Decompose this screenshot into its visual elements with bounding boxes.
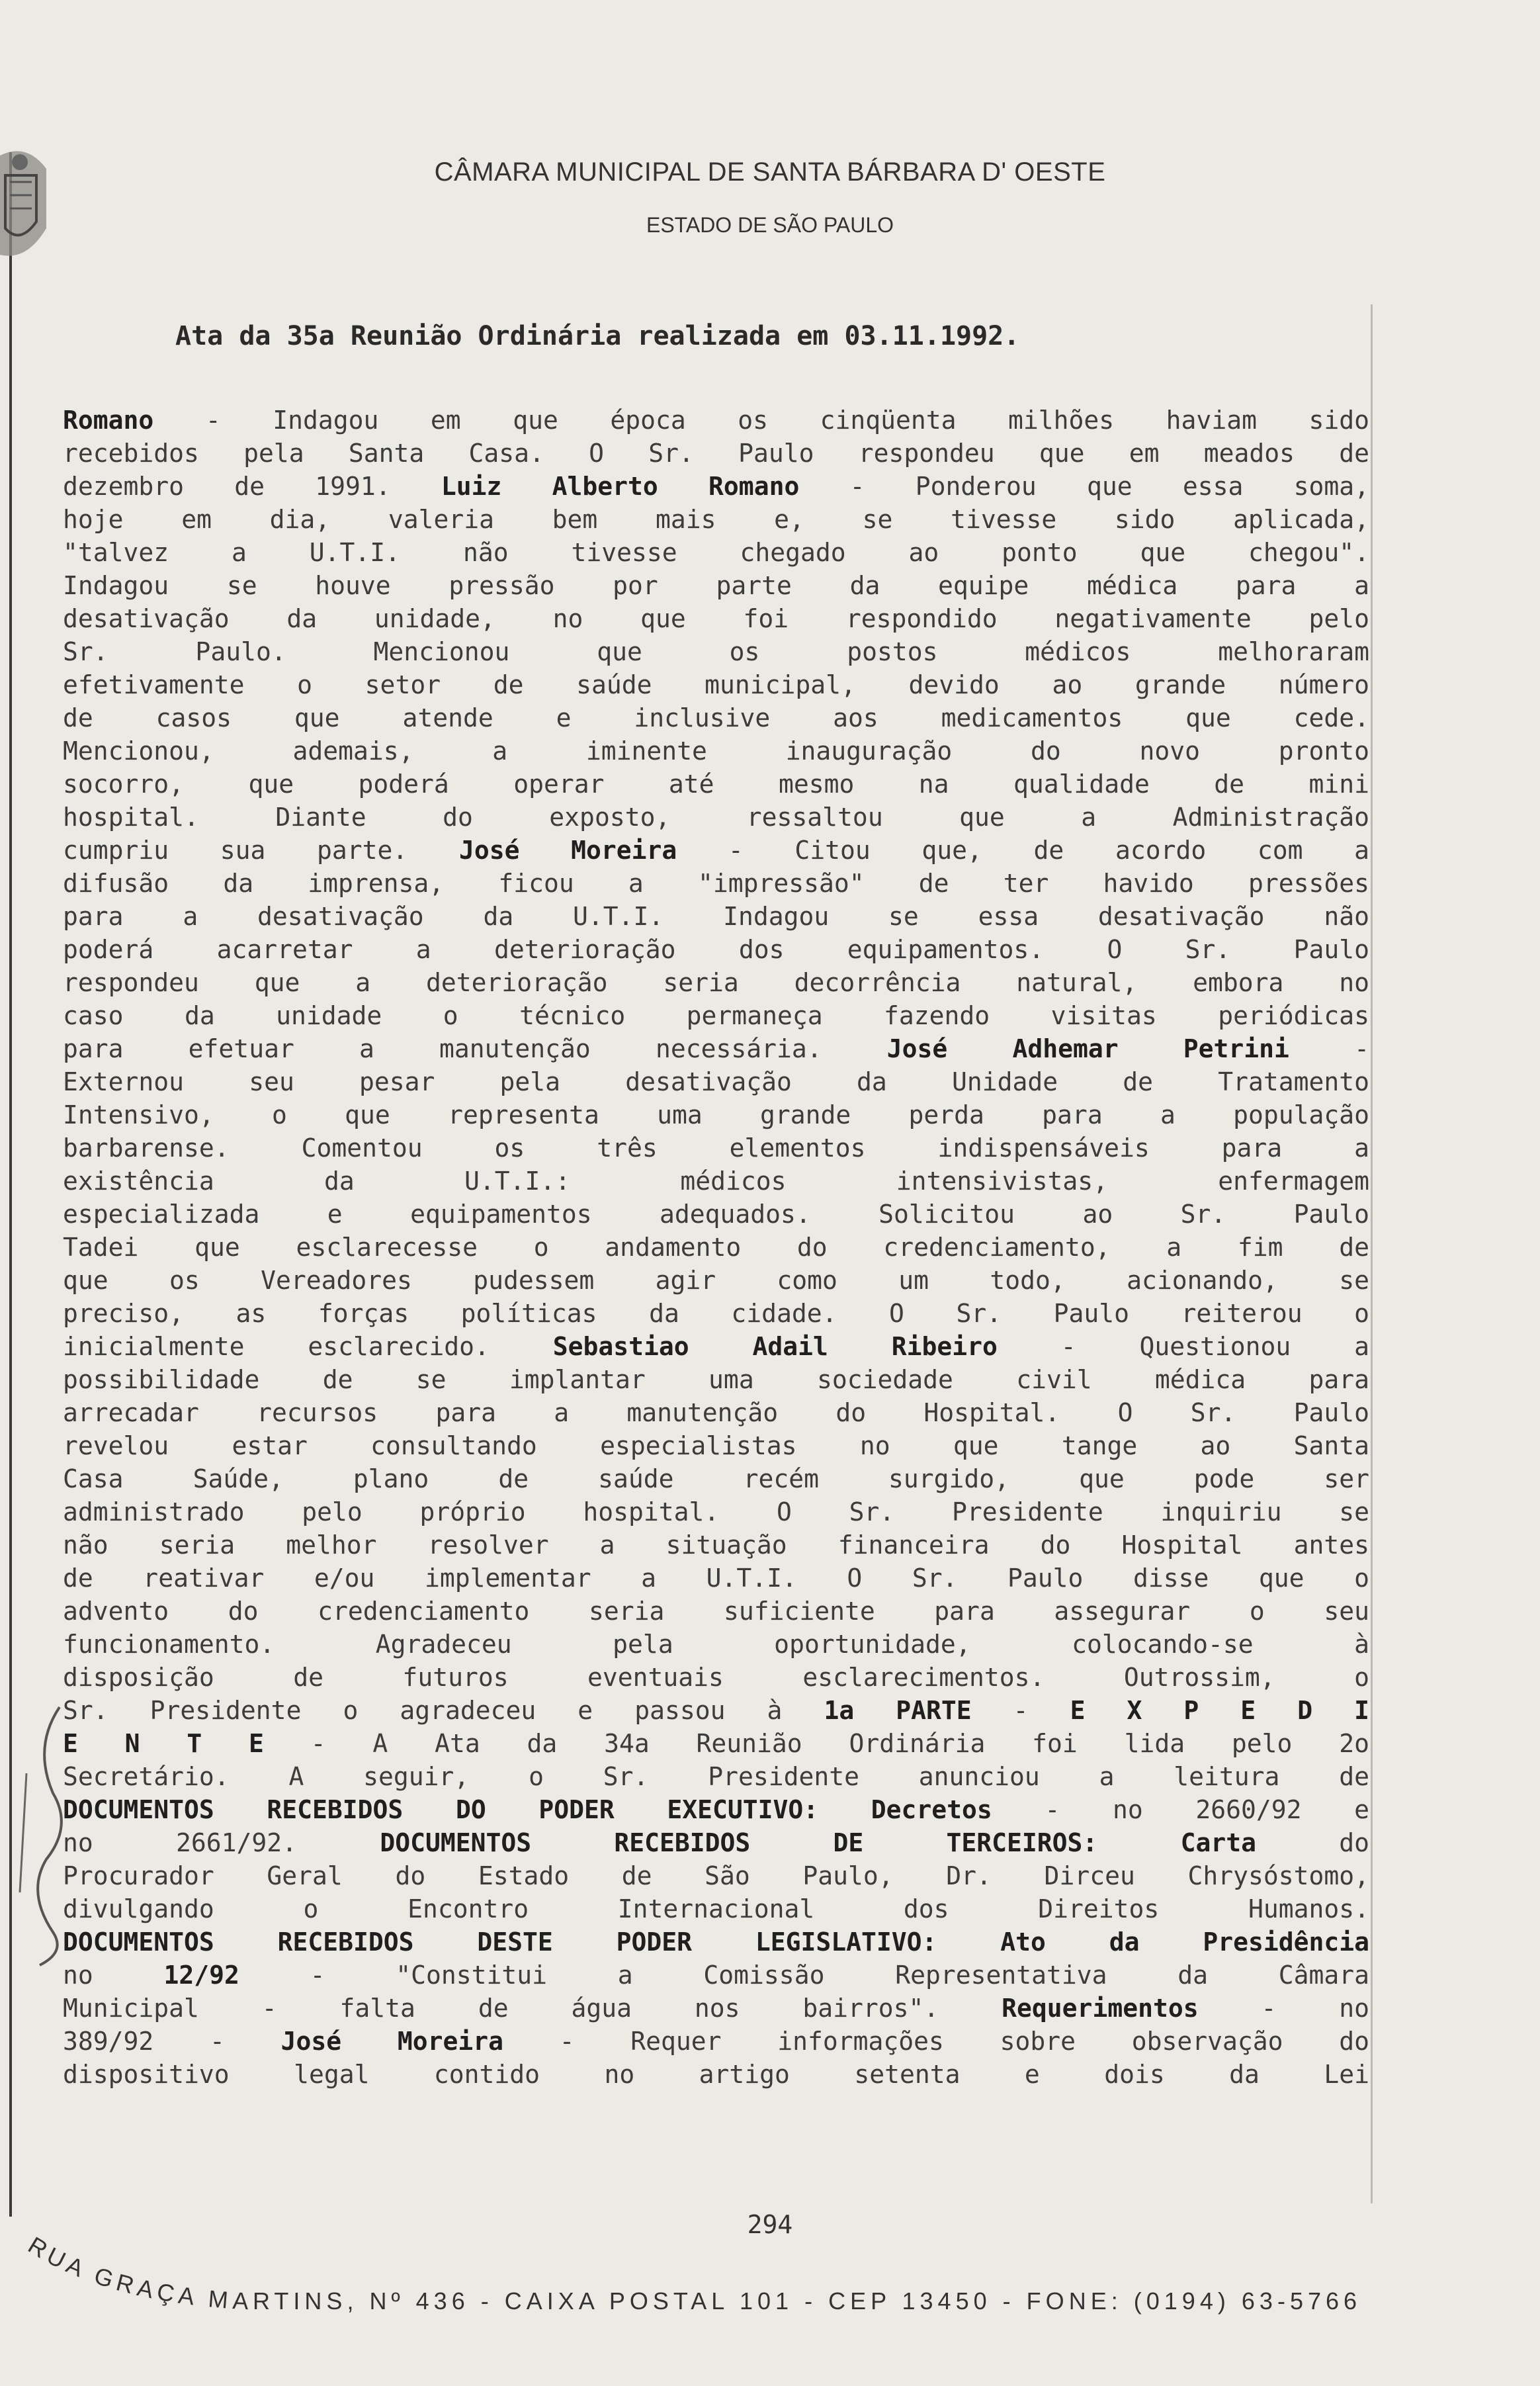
municipal-crest-icon [0, 129, 53, 281]
body-line: Sr. Paulo. Mencionou que os postos médicos melhoraram [63, 637, 1369, 666]
body-line: de reativar e/ou implementar a U.T.I. O Sr. Paulo disse que o [63, 1564, 1369, 1593]
right-margin-rule [1371, 304, 1373, 2203]
body-line: desativação da unidade, no que foi respondido negativamente pelo [63, 604, 1369, 633]
institution-name: CÂMARA MUNICIPAL DE SANTA BÁRBARA D' OESTE [434, 157, 1106, 187]
body-line: difusão da imprensa, ficou a "impressão" de ter havido pressões [63, 869, 1369, 898]
body-line: Indagou se houve pressão por parte da equipe médica para a [63, 571, 1369, 600]
handwritten-margin-mark [13, 1694, 93, 1972]
body-line: socorro, que poderá operar até mesmo na qualidade de mini [63, 770, 1369, 799]
left-margin-rule [9, 152, 12, 2217]
body-line: existência da U.T.I.: médicos intensivistas, enfermagem [63, 1167, 1369, 1196]
body-line: efetivamente o setor de saúde municipal, devido ao grande número [63, 670, 1369, 699]
body-line: não seria melhor resolver a situação financeira do Hospital antes [63, 1530, 1369, 1560]
body-line: Romano - Indagou em que época os cinqüenta milhões haviam sido [63, 406, 1369, 435]
body-line: no 2661/92. DOCUMENTOS RECEBIDOS DE TERCEIROS: Carta do [63, 1828, 1369, 1857]
address-footer [26, 2223, 1482, 2316]
body-line: disposição de futuros eventuais esclarecimentos. Outrossim, o [63, 1663, 1369, 1692]
state-name: ESTADO DE SÃO PAULO [646, 213, 894, 237]
body-line: inicialmente esclarecido. Sebastiao Adail Ribeiro - Questionou a [63, 1332, 1369, 1361]
body-line: 389/92 - José Moreira - Requer informações sobre observação do [63, 2027, 1369, 2056]
body-line: dezembro de 1991. Luiz Alberto Romano - Ponderou que essa soma, [63, 472, 1369, 501]
body-line: cumpriu sua parte. José Moreira - Citou que, de acordo com a [63, 836, 1369, 865]
body-line: para efetuar a manutenção necessária. José Adhemar Petrini - [63, 1034, 1369, 1063]
body-line: respondeu que a deterioração seria decorrência natural, embora no [63, 968, 1369, 997]
body-line: administrado pelo próprio hospital. O Sr. Presidente inquiriu se [63, 1497, 1369, 1526]
body-line: hoje em dia, valeria bem mais e, se tivesse sido aplicada, [63, 505, 1369, 534]
minutes-body [63, 404, 1369, 2203]
body-line: Municipal - falta de água nos bairros". Requerimentos - no [63, 1994, 1369, 2023]
page-number: 294 [747, 2210, 793, 2239]
body-line: de casos que atende e inclusive aos medicamentos que cede. [63, 703, 1369, 732]
body-line: E N T E - A Ata da 34a Reunião Ordinária foi lida pelo 2o [63, 1729, 1369, 1758]
body-line: poderá acarretar a deterioração dos equipamentos. O Sr. Paulo [63, 935, 1369, 964]
body-line: Secretário. A seguir, o Sr. Presidente anunciou a leitura de [63, 1762, 1369, 1791]
body-line: Mencionou, ademais, a iminente inauguração do novo pronto [63, 736, 1369, 766]
body-line: para a desativação da U.T.I. Indagou se essa desativação não [63, 902, 1369, 931]
svg-text:RUA GRAÇA MARTINS, Nº 436 - CA [26, 2231, 1361, 2315]
body-line: funcionamento. Agradeceu pela oportunidade, colocando-se à [63, 1630, 1369, 1659]
body-line: revelou estar consultando especialistas no que tange ao Santa [63, 1431, 1369, 1460]
body-line: caso da unidade o técnico permaneça fazendo visitas periódicas [63, 1001, 1369, 1030]
body-line: possibilidade de se implantar uma sociedade civil médica para [63, 1365, 1369, 1394]
body-line: advento do credenciamento seria suficiente para assegurar o seu [63, 1597, 1369, 1626]
body-line: recebidos pela Santa Casa. O Sr. Paulo respondeu que em meados de [63, 439, 1369, 468]
body-line: especializada e equipamentos adequados. Solicitou ao Sr. Paulo [63, 1200, 1369, 1229]
body-line: no 12/92 - "Constitui a Comissão Representativa da Câmara [63, 1961, 1369, 1990]
body-line: DOCUMENTOS RECEBIDOS DO PODER EXECUTIVO: Decretos - no 2660/92 e [63, 1795, 1369, 1824]
body-line: hospital. Diante do exposto, ressaltou que a Administração [63, 803, 1369, 832]
body-line: arrecadar recursos para a manutenção do Hospital. O Sr. Paulo [63, 1398, 1369, 1427]
body-line: dispositivo legal contido no artigo setenta e dois da Lei [63, 2060, 1369, 2089]
body-line: Procurador Geral do Estado de São Paulo, Dr. Dirceu Chrysóstomo, [63, 1861, 1369, 1890]
minutes-title: Ata da 35a Reunião Ordinária realizada em 03.11.1992. [175, 321, 1020, 351]
body-line: Sr. Presidente o agradeceu e passou à 1a PARTE - E X P E D I [63, 1696, 1369, 1725]
body-line: preciso, as forças políticas da cidade. O Sr. Paulo reiterou o [63, 1299, 1369, 1328]
footer-address-text: RUA GRAÇA MARTINS, Nº 436 - CAIXA POSTAL 101 - CEP 13450 - FONE: (0194) 63-5766 [26, 2231, 1362, 2315]
body-line: "talvez a U.T.I. não tivesse chegado ao ponto que chegou". [63, 538, 1369, 567]
body-line: Externou seu pesar pela desativação da Unidade de Tratamento [63, 1067, 1369, 1096]
body-line: Casa Saúde, plano de saúde recém surgido, que pode ser [63, 1464, 1369, 1493]
body-line: DOCUMENTOS RECEBIDOS DESTE PODER LEGISLATIVO: Ato da Presidência [63, 1927, 1369, 1957]
body-line: que os Vereadores pudessem agir como um todo, acionando, se [63, 1266, 1369, 1295]
body-line: barbarense. Comentou os três elementos indispensáveis para a [63, 1133, 1369, 1163]
body-line: Tadei que esclarecesse o andamento do credenciamento, a fim de [63, 1233, 1369, 1262]
body-line: divulgando o Encontro Internacional dos Direitos Humanos. [63, 1894, 1369, 1923]
body-line: Intensivo, o que representa uma grande perda para a população [63, 1100, 1369, 1129]
